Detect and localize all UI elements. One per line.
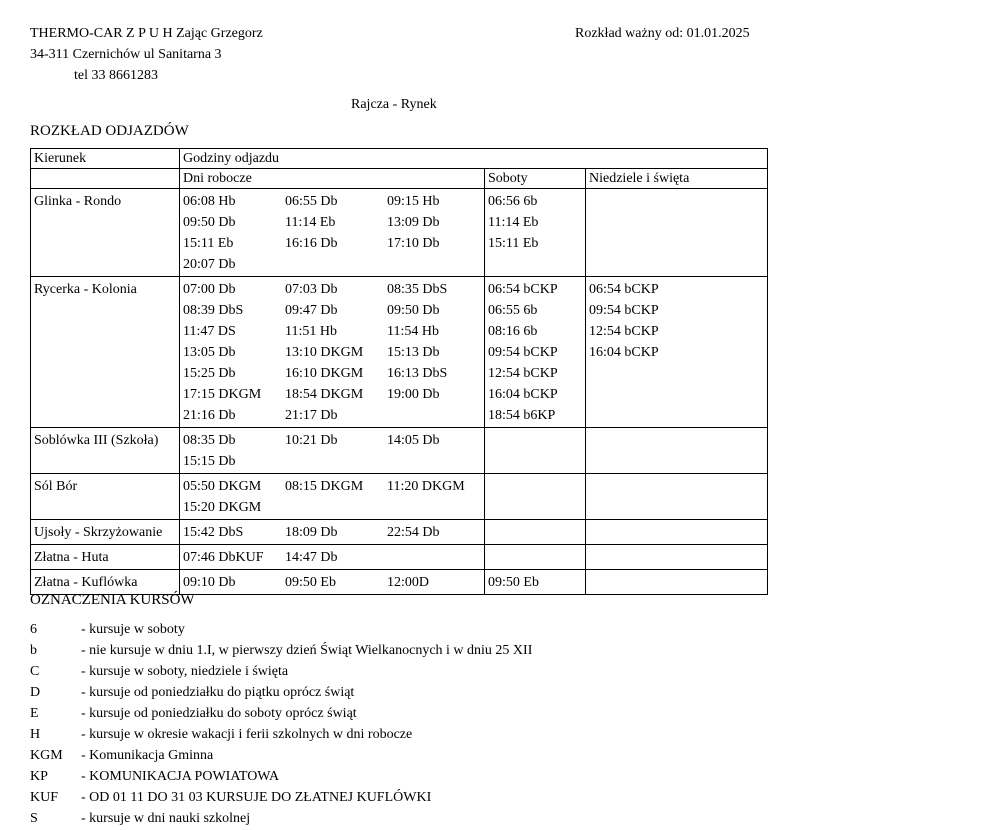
legend-code: D <box>30 685 41 700</box>
legend-code: b <box>30 643 37 658</box>
legend-item <box>30 619 532 640</box>
departure-time: 11:51 Hb <box>285 324 337 339</box>
header-direction: Kierunek <box>31 149 180 169</box>
departure-time: 06:08 Hb <box>183 194 236 209</box>
header-weekdays: Dni robocze <box>180 169 485 189</box>
departure-time: 09:50 Eb <box>488 575 539 590</box>
legend-item <box>30 766 532 787</box>
legend-item <box>30 640 532 661</box>
legend-item <box>30 661 532 682</box>
company-address: 34-311 Czernichów ul Sanitarna 3 <box>30 47 222 62</box>
departure-time: 20:07 Db <box>183 257 236 272</box>
departure-time: 22:54 Db <box>387 525 440 540</box>
weekday-times-cell <box>180 189 485 277</box>
legend-item <box>30 703 532 724</box>
departure-time: 14:47 Db <box>285 550 338 565</box>
legend-description: - kursuje w soboty, niedziele i święta <box>81 664 289 679</box>
direction-cell: Ujsoły - Skrzyżowanie <box>31 520 180 545</box>
departure-time: 16:10 DKGM <box>285 366 364 381</box>
saturday-times-cell <box>485 545 586 570</box>
saturday-times-cell <box>485 428 586 474</box>
departure-time: 11:14 Eb <box>488 215 539 230</box>
timetable-section-title: ROZKŁAD ODJAZDÓW <box>30 123 189 139</box>
departure-time: 06:55 Db <box>285 194 338 209</box>
sunday-times-cell <box>586 545 768 570</box>
legend-code: KP <box>30 769 48 784</box>
route-title: Rajcza - Rynek <box>351 97 437 112</box>
saturday-times-cell <box>485 520 586 545</box>
departure-time: 16:13 DbS <box>387 366 448 381</box>
sunday-times-cell <box>586 474 768 520</box>
sunday-times-cell <box>586 570 768 595</box>
legend-item <box>30 682 532 703</box>
table-row <box>31 570 768 595</box>
departure-time: 09:50 Eb <box>285 575 336 590</box>
saturday-times-cell <box>485 189 586 277</box>
weekday-times-cell <box>180 277 485 428</box>
departure-time: 15:11 Eb <box>488 236 539 251</box>
legend-title: OZNACZENIA KURSÓW <box>30 592 195 608</box>
departure-time: 08:35 Db <box>183 433 236 448</box>
legend-code: KGM <box>30 748 63 763</box>
departure-time: 08:39 DbS <box>183 303 244 318</box>
weekday-times-cell <box>180 474 485 520</box>
table-row <box>31 277 768 428</box>
departure-time: 09:54 bCKP <box>589 303 659 318</box>
departure-time: 07:46 DbKUF <box>183 550 264 565</box>
legend-code: C <box>30 664 40 679</box>
saturday-times-cell <box>485 277 586 428</box>
departure-time: 08:15 DKGM <box>285 479 364 494</box>
departure-time: 06:56 6b <box>488 194 538 209</box>
legend-description: - kursuje w dni nauki szkolnej <box>81 811 251 826</box>
departure-time: 16:04 bCKP <box>488 387 558 402</box>
table-row <box>31 189 768 277</box>
legend-description: - nie kursuje w dniu 1.I, w pierwszy dzień Świąt Wielkanocnych i w dniu 25 XII <box>81 643 533 658</box>
departure-time: 12:00D <box>387 575 429 590</box>
header-departures: Godziny odjazdu <box>180 149 768 169</box>
header-saturdays: Soboty <box>485 169 586 189</box>
departure-time: 09:50 Db <box>387 303 440 318</box>
legend-description: - OD 01 11 DO 31 03 KURSUJE DO ZŁATNEJ KUFLÓWKI <box>81 790 432 805</box>
direction-cell: Złatna - Huta <box>31 545 180 570</box>
departure-time: 06:54 bCKP <box>589 282 659 297</box>
legend-item <box>30 808 532 829</box>
sunday-times-cell <box>586 189 768 277</box>
direction-cell: Sól Bór <box>31 474 180 520</box>
departure-time: 09:54 bCKP <box>488 345 558 360</box>
departure-time: 14:05 Db <box>387 433 440 448</box>
departure-time: 17:10 Db <box>387 236 440 251</box>
header-direction-spacer <box>31 169 180 189</box>
weekday-times-cell <box>180 570 485 595</box>
departure-time: 09:50 Db <box>183 215 236 230</box>
departure-time: 17:15 DKGM <box>183 387 262 402</box>
table-header-row <box>31 149 768 169</box>
table-row <box>31 520 768 545</box>
legend-item <box>30 745 532 766</box>
departure-time: 16:04 bCKP <box>589 345 659 360</box>
departure-time: 09:47 Db <box>285 303 338 318</box>
departure-time: 16:16 Db <box>285 236 338 251</box>
departure-time: 13:05 Db <box>183 345 236 360</box>
company-name: THERMO-CAR Z P U H Zając Grzegorz <box>30 26 263 41</box>
departure-time: 06:55 6b <box>488 303 538 318</box>
table-row <box>31 428 768 474</box>
direction-cell: Glinka - Rondo <box>31 189 180 277</box>
weekday-times-cell <box>180 520 485 545</box>
company-phone: tel 33 8661283 <box>74 68 158 83</box>
departure-time: 11:14 Eb <box>285 215 336 230</box>
departure-time: 08:16 6b <box>488 324 538 339</box>
legend-code: 6 <box>30 622 37 637</box>
valid-from-date: Rozkład ważny od: 01.01.2025 <box>575 26 750 41</box>
departure-time: 09:15 Hb <box>387 194 440 209</box>
departure-time: 12:54 bCKP <box>589 324 659 339</box>
saturday-times-cell <box>485 474 586 520</box>
departure-time: 07:03 Db <box>285 282 338 297</box>
departure-time: 18:09 Db <box>285 525 338 540</box>
weekday-times-cell <box>180 428 485 474</box>
departure-time: 06:54 bCKP <box>488 282 558 297</box>
direction-cell: Soblówka III (Szkoła) <box>31 428 180 474</box>
departure-time: 15:13 Db <box>387 345 440 360</box>
legend-item <box>30 724 532 745</box>
departure-time: 07:00 Db <box>183 282 236 297</box>
departure-time: 18:54 DKGM <box>285 387 364 402</box>
departure-time: 13:09 Db <box>387 215 440 230</box>
departure-time: 12:54 bCKP <box>488 366 558 381</box>
departure-time: 15:11 Eb <box>183 236 234 251</box>
timetable <box>30 148 768 595</box>
legend-code: H <box>30 727 41 742</box>
departure-time: 09:10 Db <box>183 575 236 590</box>
departure-time: 21:16 Db <box>183 408 236 423</box>
departure-time: 11:20 DKGM <box>387 479 465 494</box>
departure-time: 10:21 Db <box>285 433 338 448</box>
departure-time: 13:10 DKGM <box>285 345 364 360</box>
legend-code: E <box>30 706 39 721</box>
table-row <box>31 474 768 520</box>
sunday-times-cell <box>586 520 768 545</box>
table-row <box>31 545 768 570</box>
legend-description: - kursuje w okresie wakacji i ferii szkolnych w dni robocze <box>81 727 413 742</box>
departure-time: 11:47 DS <box>183 324 236 339</box>
legend-description: - kursuje od poniedziałku do piątku oprócz świąt <box>81 685 355 700</box>
weekday-times-cell <box>180 545 485 570</box>
sunday-times-cell <box>586 428 768 474</box>
departure-time: 11:54 Hb <box>387 324 439 339</box>
legend-description: - kursuje od poniedziałku do soboty oprócz świąt <box>81 706 357 721</box>
legend-item <box>30 787 532 808</box>
departure-time: 15:20 DKGM <box>183 500 262 515</box>
legend-code: KUF <box>30 790 59 805</box>
table-subheader-row <box>31 169 768 189</box>
departure-time: 08:35 DbS <box>387 282 448 297</box>
legend-description: - Komunikacja Gminna <box>81 748 214 763</box>
header-sundays: Niedziele i święta <box>586 169 768 189</box>
departure-time: 21:17 Db <box>285 408 338 423</box>
departure-time: 05:50 DKGM <box>183 479 262 494</box>
direction-cell: Rycerka - Kolonia <box>31 277 180 428</box>
departure-time: 15:25 Db <box>183 366 236 381</box>
departure-time: 15:15 Db <box>183 454 236 469</box>
departure-time: 19:00 Db <box>387 387 440 402</box>
departure-time: 15:42 DbS <box>183 525 244 540</box>
legend-code: S <box>30 811 38 826</box>
legend-list <box>30 619 532 829</box>
legend-description: - kursuje w soboty <box>81 622 185 637</box>
departure-time: 18:54 b6KP <box>488 408 556 423</box>
sunday-times-cell <box>586 277 768 428</box>
direction-cell: Złatna - Kuflówka <box>31 570 180 595</box>
saturday-times-cell <box>485 570 586 595</box>
legend-description: - KOMUNIKACJA POWIATOWA <box>81 769 280 784</box>
